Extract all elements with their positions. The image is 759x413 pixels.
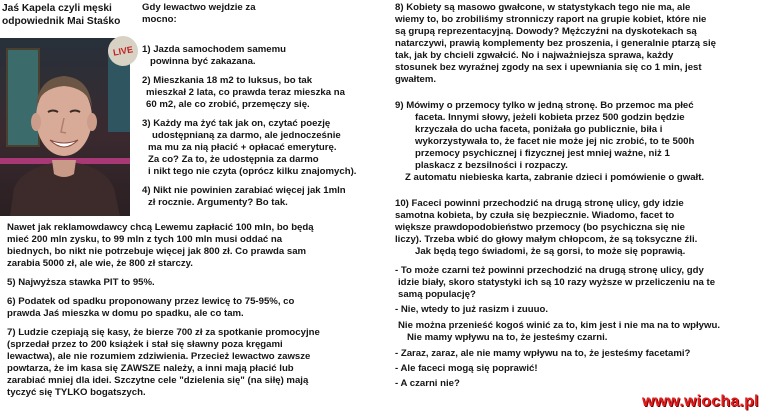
- live-badge: LIVE: [106, 34, 141, 69]
- text-line: - Zaraz, zaraz, ale nie mamy wpływu na to, że jesteśmy facetami?: [395, 348, 691, 359]
- text-line: 5) Najwyższa stawka PIT to 95%.: [7, 277, 155, 288]
- text-line: Gdy lewactwo wejdzie za: [142, 2, 256, 13]
- text-line: Jak będą tego świadomi, że są gorsi, to może się poprawią.: [415, 246, 686, 257]
- text-line: tyczyć się TYLKO bogatszych.: [7, 387, 146, 398]
- text-line: 3) Każdy ma żyć tak jak on, czytać poezję: [142, 118, 331, 129]
- text-line: 6) Podatek od spadku proponowany przez lewicę to 75-95%, co: [7, 296, 295, 307]
- text-line: lewactwa), ale nie rozumiem zdziwienia. Przecież lewactwo zawsze: [7, 351, 311, 362]
- text-line: stosunek bez wyraźnej zgody na sex i upewniania się co 1 min, jest: [395, 62, 702, 73]
- text-line: zł rocznie. Argumenty? Bo tak.: [148, 197, 288, 208]
- text-line: większe prawdopodobieństwo przemocy (bo psychiczna się nie: [395, 222, 686, 233]
- text-line: Za co? Za to, że udostępnia za darmo: [148, 154, 319, 165]
- text-line: 9) Mówimy o przemocy tylko w jedną stronę. Bo przemoc ma płeć: [395, 100, 694, 111]
- text-line: są grupą reprezentacyjną. Dowody? Mężczyźni na dyskotekach są: [395, 26, 697, 37]
- text-line: natarczywi, prawią komplementy bez proszenia, i generalnie ptarzą się: [395, 38, 716, 49]
- text-line: tak, jak by chcieli zgwałcić. No i najważniejsza sprawa, każdy: [395, 50, 674, 61]
- text-line: (sprzedał przez to 200 książek i stał się sławny poza kręgami: [7, 339, 283, 350]
- text-line: - Nie, wtedy to już rasizm i zuuuo.: [395, 304, 548, 315]
- site-watermark: www.wiocha.pl: [642, 393, 759, 410]
- text-line: mieć 200 mln zysku, to 99 mln z tych 100 mln musi oddać na: [7, 234, 283, 245]
- person-illustration: [0, 38, 130, 216]
- portrait-photo: [0, 38, 134, 216]
- text-line: udostępnianą za darmo, ale jednocześnie: [152, 130, 341, 141]
- text-line: powinna być zakazana.: [150, 56, 256, 67]
- text-line: 10) Faceci powinni przechodzić na drugą stronę ulicy, gdy idzie: [395, 198, 684, 209]
- text-line: biednych, bo nikt nie potrzebuje więcej jak 800 zł. Co prawda sam: [7, 246, 307, 257]
- text-line: wykorzystywała to, że facet nie może jej nic zrobić, to te 500h: [415, 136, 695, 147]
- text-line: 1) Jazda samochodem samemu: [142, 44, 286, 55]
- text-line: - To może czarni też powinni przechodzić na drugą stronę ulicy, gdy: [395, 265, 704, 276]
- text-line: 2) Mieszkania 18 m2 to luksus, bo tak: [142, 75, 313, 86]
- text-line: - Ale faceci mogą się poprawić!: [395, 363, 538, 374]
- text-line: samotna kobieta, by czuła się bezpiecznie. Wiadomo, facet to: [395, 210, 675, 221]
- text-line: mocno:: [142, 14, 177, 25]
- text-line: liczy). Trzeba wbić do głowy małym chłopcom, że są toksyczne źli.: [395, 234, 698, 245]
- text-line: faceta. Innymi słowy, jeżeli kobieta przez 500 godzin będzie: [415, 112, 685, 123]
- text-line: samą populację?: [398, 289, 476, 300]
- text-line: krzyczała do ucha faceta, poniżała go publicznie, biła i: [415, 124, 663, 135]
- text-line: 60 m2, ale co zrobić, przemęczy się.: [146, 99, 310, 110]
- text-line: 7) Ludzie czepiają się kasy, że bierze 700 zł za spotkanie promocyjne: [7, 327, 320, 338]
- text-line: mieszkał 2 lata, co prawda teraz mieszka na: [146, 87, 345, 98]
- text-line: Z automatu niebieska karta, zabranie dzieci i pomówienie o gwałt.: [405, 172, 705, 183]
- caption-line: Jaś Kapela czyli męski: [2, 3, 112, 14]
- text-line: i nikt tego nie czyta (oprócz kilku znajomych).: [148, 166, 357, 177]
- text-line: 8) Kobiety są masowo gwałcone, w statystykach tego nie ma, ale: [395, 2, 691, 13]
- text-line: wiemy to, bo zrobiliśmy stronniczy raport na grupie kobiet, które nie: [395, 14, 707, 25]
- text-line: gwałtem.: [395, 74, 437, 85]
- caption-line: odpowiednik Mai Staśko: [2, 16, 121, 27]
- text-line: zarabia 5000 zł, ale wie, że 800 zł starczy.: [7, 258, 193, 269]
- text-line: ma mu za nią płacić + opłacać emeryturę.: [148, 142, 337, 153]
- text-line: Nawet jak reklamowdawcy chcą Lewemu zapłacić 100 mln, bo będą: [7, 222, 314, 233]
- text-line: 4) Nikt nie powinien zarabiać więcej jak 1mln: [142, 185, 346, 196]
- text-line: powtarza, że im kasa się ZAWSZE należy, a inni mają płacić lub: [7, 363, 294, 374]
- text-line: Nie mamy wpływu na to, że jesteśmy czarni.: [407, 332, 608, 343]
- text-line: idzie biały, skoro statystyki ich są 10 razy wyższe w przeliczeniu na te: [398, 277, 716, 288]
- text-line: plaskacz z bezsilności i rozpaczy.: [415, 160, 568, 171]
- text-line: przemocy psychicznej i fizycznej jest mniej ważne, niż 1: [415, 148, 670, 159]
- text-line: zarabiać mniej dla idei. Szczytne cele "dzielenia się" (na siłę) mają: [7, 375, 309, 386]
- text-line: prawda Jaś mieszka w domu po spadku, ale co tam.: [7, 308, 244, 319]
- text-line: - A czarni nie?: [395, 378, 460, 389]
- text-line: Nie można przenieść kogoś winić za to, kim jest i nie ma na to wpływu.: [398, 320, 720, 331]
